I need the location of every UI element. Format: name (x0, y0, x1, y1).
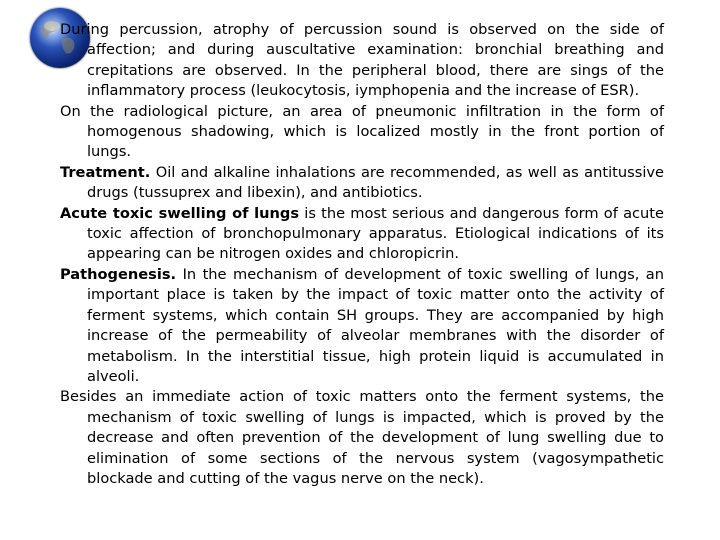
paragraph-text: On the radiological picture, an area of pneumonic infiltration in the form of homogenous shadowing, which is localized mostly in the front portion of lungs. (60, 102, 664, 161)
paragraph-treatment (60, 163, 664, 204)
paragraph-lead: Acute toxic swelling of lungs (60, 204, 300, 222)
paragraph-acute-swelling (60, 204, 664, 265)
paragraph-lead: Pathogenesis. (60, 265, 177, 283)
paragraph-text: is the most serious and dangerous form of acute toxic affection of bronchopulmonary apparatus. Etiological indications of its appearing can be nitrogen oxides and chloropicrin. (87, 204, 664, 263)
paragraph-percussion (60, 20, 664, 102)
paragraph-text: Besides an immediate action of toxic matters onto the ferment systems, the mechanism of toxic swelling of lungs is impacted, which is proved by the decrease and often prevention of the development of lung swelling due to elimination of some sections of the nervous system (vagosympathetic blockade and cutting of the vagus nerve on the neck). (60, 388, 664, 487)
document-body (60, 20, 664, 489)
paragraph-lead: Treatment. (60, 163, 151, 181)
paragraph-text: Oil and alkaline inhalations are recommended, as well as antitussive drugs (tussuprex and libexin), and antibiotics. (87, 163, 664, 202)
paragraph-text: During percussion, atrophy of percussion sound is observed on the side of affection; and during auscultative examination: bronchial breathing and crepitations are observed. In the peripheral blood, there are sings of the inflammatory process (leukocytosis, iymphopenia and the increase of ESR). (60, 21, 664, 100)
paragraph-nervous-system (60, 387, 664, 489)
paragraph-radiological (60, 102, 664, 163)
paragraph-text: In the mechanism of development of toxic swelling of lungs, an important place is taken by the impact of toxic matter onto the activity of ferment systems, which contain SH groups. They are accompanied by high increase of the permeability of alveolar membranes with the disorder of metabolism. In the interstitial tissue, high protein liquid is accumulated in alveoli. (87, 265, 664, 385)
paragraph-pathogenesis (60, 265, 664, 387)
